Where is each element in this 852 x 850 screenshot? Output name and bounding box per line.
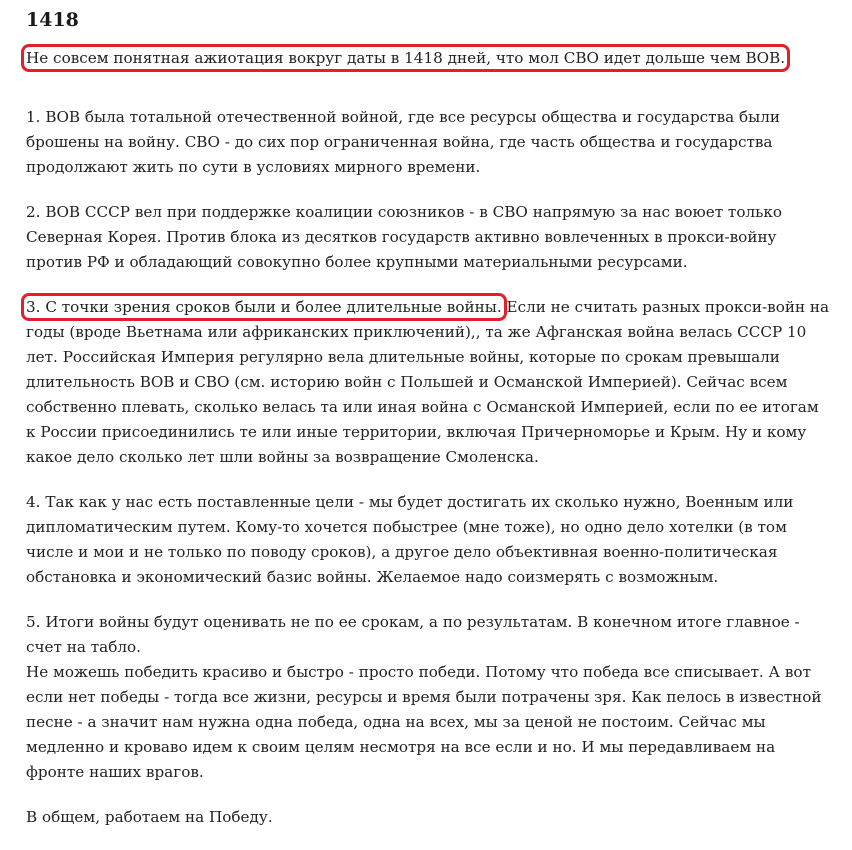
highlighted-point-3: 3. С точки зрения сроков были и более длительные войны.: [26, 298, 502, 316]
post-title: 1418: [26, 9, 79, 31]
paragraph-3-rest: Если не считать разных прокси-войн на годы (вроде Вьетнама или африканских приключений),, та же Афганская война велась СССР 10 лет. Российская Империя регулярно вела длительные войны, которые по срокам превышали длительность ВОВ и СВО (см. историю войн с Польшей и Османской Империей). Сейчас всем собственно плевать, сколько велась та или иная война с Османской Империей, если по ее итогам к России присоединились те или иные территории, включая Причерноморье и Крым. Ну и кому какое дело сколько лет шли войны за возвращение Смоленска.: [26, 298, 830, 466]
paragraph-4: 4. Так как у нас есть поставленные цели - мы будет достигать их сколько нужно, Военным или дипломатическим путем. Кому-то хочется побыстрее (мне тоже), но одно дело хотелки (в том числе и мои и не только по поводу сроков), а другое дело объективная военно-политическая обстановка и экономический базис войны. Желаемое надо соизмерять с возможным.: [26, 493, 794, 586]
highlighted-lead: Не совсем понятная ажиотация вокруг даты в 1418 дней, что мол СВО идет дольше чем ВОВ.: [26, 49, 786, 67]
paragraph-3: [26, 295, 832, 470]
paragraph-1: 1. ВОВ была тотальной отечественной войной, где все ресурсы общества и государства были брошены на войну. СВО - до сих пор ограниченная война, где часть общества и государства продолжают жить по сути в условиях мирного времени.: [26, 108, 781, 176]
closing-line: В общем, работаем на Победу.: [26, 808, 273, 826]
paragraph-5a: 5. Итоги войны будут оценивать не по ее срокам, а по результатам. В конечном итоге главное - счет на табло.: [26, 613, 800, 656]
lead-paragraph: [26, 46, 832, 71]
paragraph-5b: Не можешь победить красиво и быстро - просто победи. Потому что победа все списывает. А вот если нет победы - тогда все жизни, ресурсы и время были потрачены зря. Как пелось в известной песне - а значит нам нужна одна победа, одна на всех, мы за ценой не постоим. Сейчас мы медленно и кроваво идем к своим целям несмотря на все если и но. И мы передавливаем на фронте наших врагов.: [26, 663, 822, 781]
post: [26, 8, 832, 850]
paragraph-2: 2. ВОВ СССР вел при поддержке коалиции союзников - в СВО напрямую за нас воюет только Северная Корея. Против блока из десятков государств активно вовлеченных в прокси-войну против РФ и обладающий совокупно более крупными материальными ресурсами.: [26, 203, 783, 271]
